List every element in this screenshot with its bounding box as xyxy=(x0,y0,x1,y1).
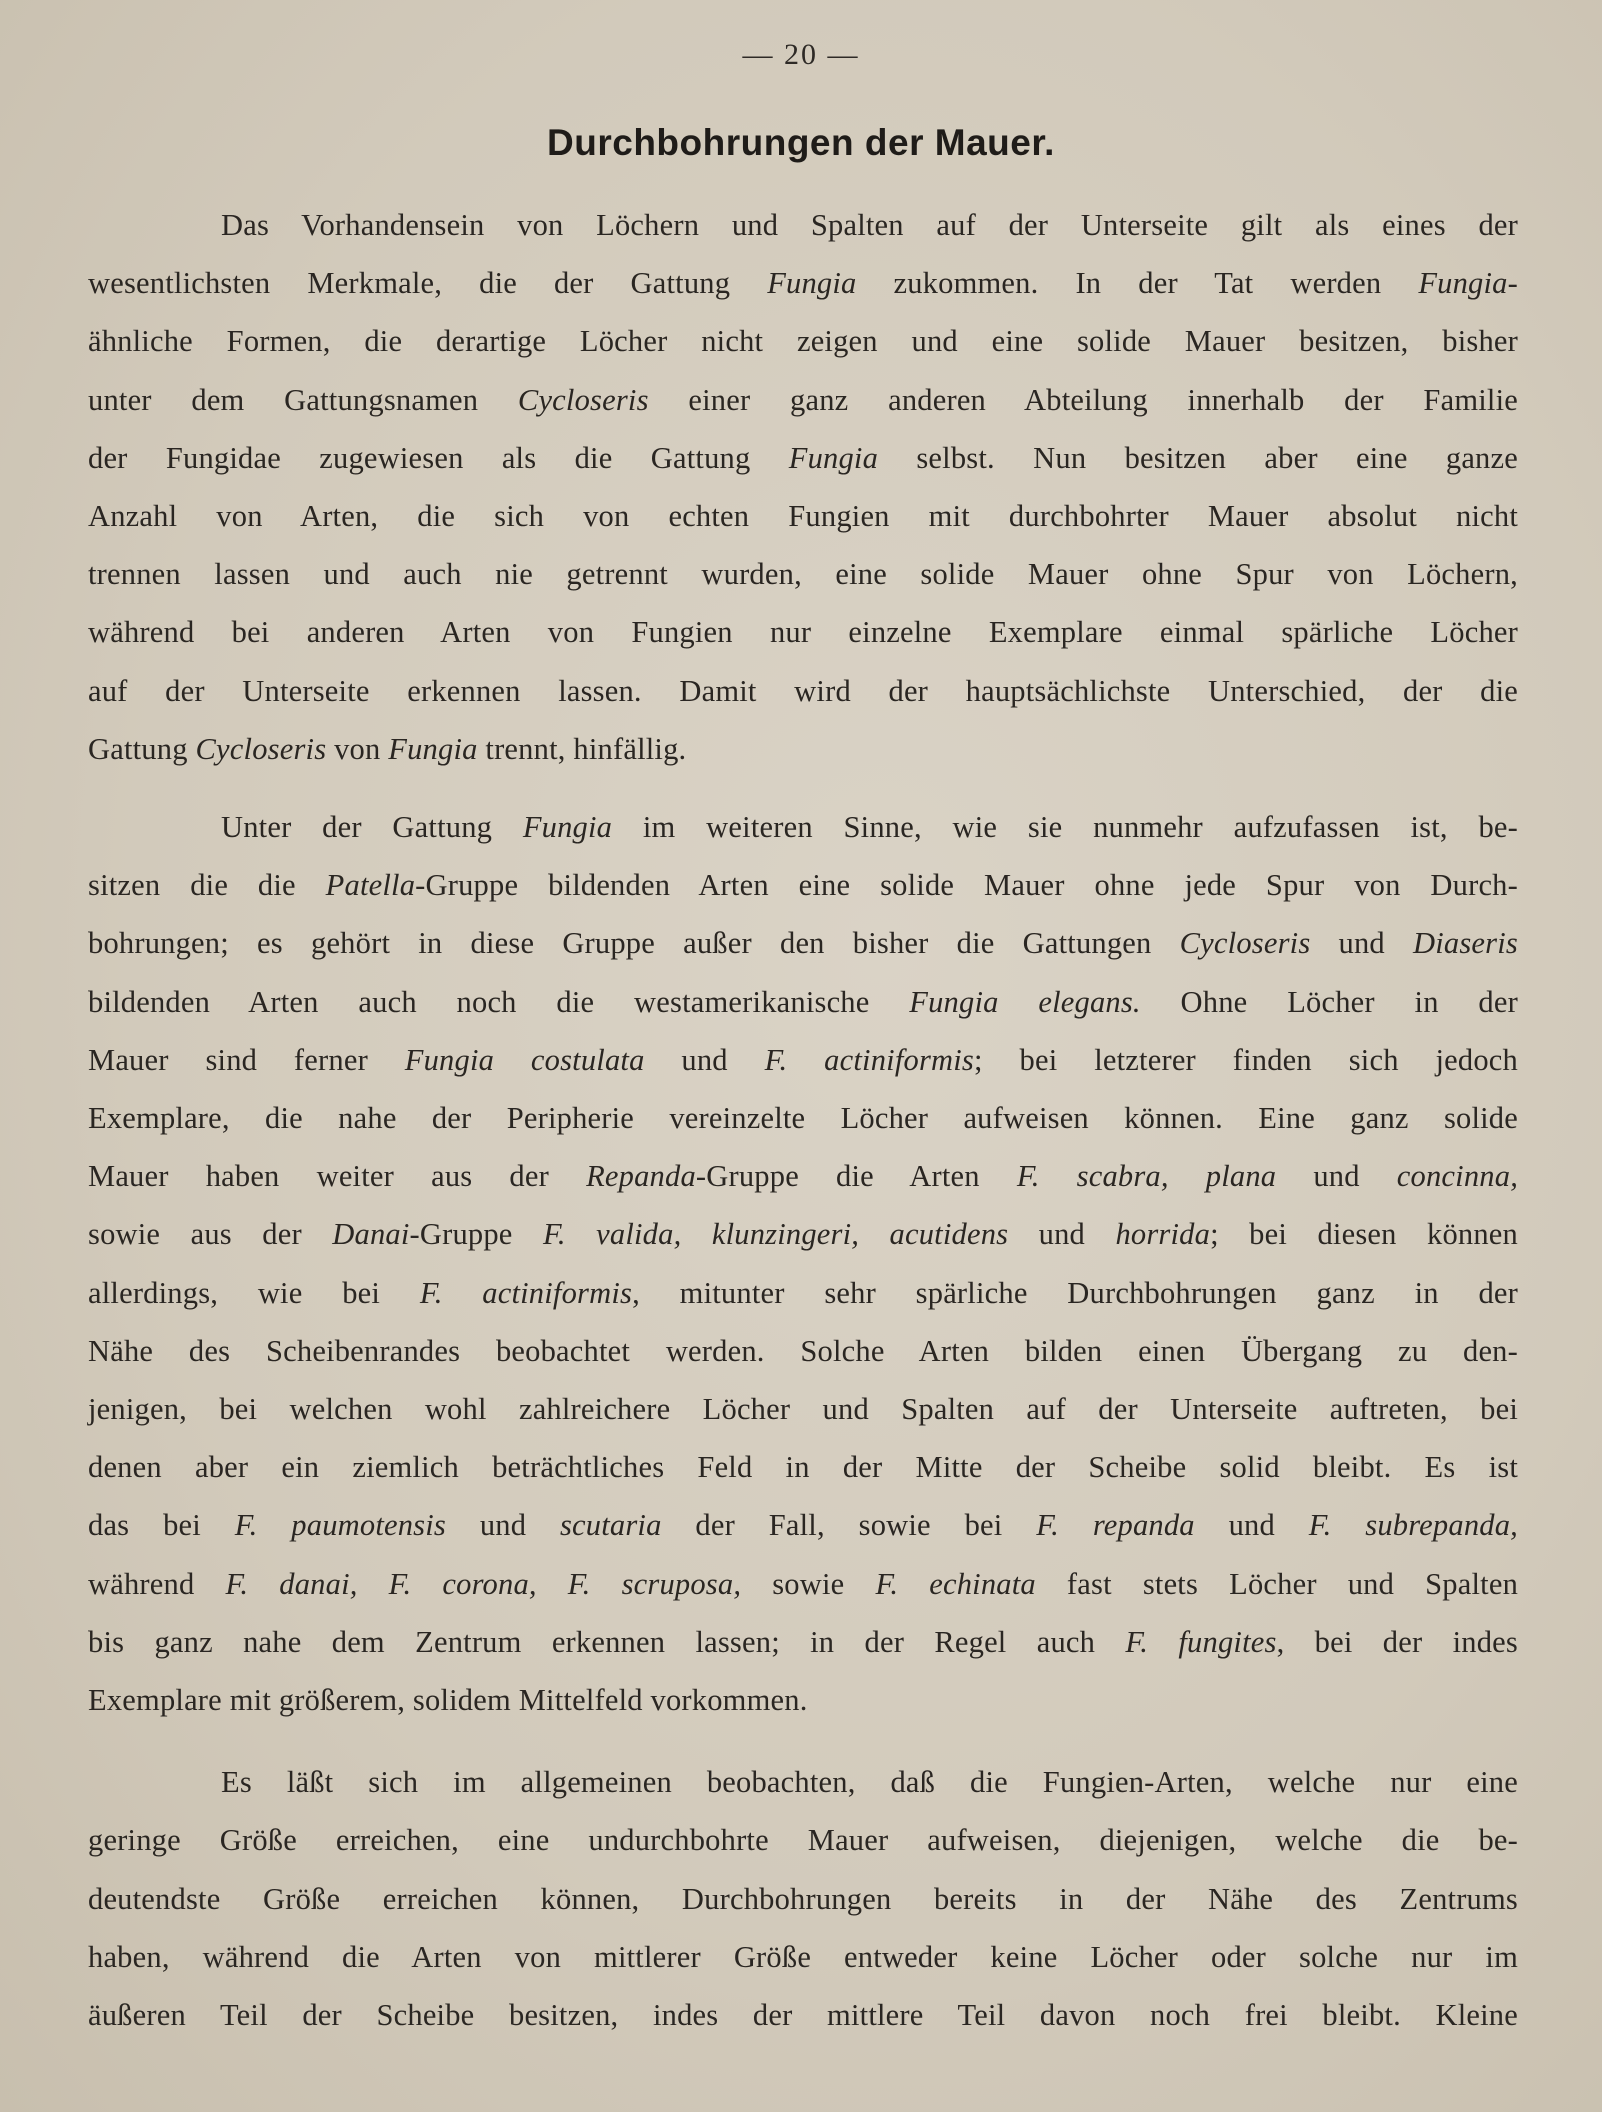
text-line xyxy=(88,1555,1518,1613)
italic-term: Cycloseris xyxy=(195,731,327,766)
text-run: und xyxy=(644,1042,765,1077)
italic-term: Patella xyxy=(325,868,416,903)
paragraph xyxy=(88,1753,1518,2044)
text-run: Nähe des Scheibenrandes beobachtet werden. Solche Arten bilden einen Übergang zu den- xyxy=(88,1333,1518,1368)
text-run: zukommen. In der Tat werden xyxy=(856,266,1419,301)
text-run: selbst. Nun besitzen aber eine ganze xyxy=(878,440,1518,475)
text-line xyxy=(88,798,1518,856)
italic-term: Fungia elegans. xyxy=(909,984,1141,1019)
text-run: ; bei diesen können xyxy=(1210,1217,1518,1252)
text-line xyxy=(88,1264,1518,1322)
text-run: trennen lassen und auch nie getrennt wurden, eine solide Mauer ohne Spur von Löchern, xyxy=(88,557,1518,592)
text-run: -Gruppe bildenden Arten eine solide Mauer ohne jede Spur von Durch- xyxy=(415,868,1518,903)
text-line xyxy=(88,973,1518,1031)
text-line xyxy=(88,1811,1518,1869)
text-run: unter dem Gattungsnamen xyxy=(88,382,518,417)
paragraph xyxy=(88,196,1518,778)
page-number: — 20 — xyxy=(742,38,860,71)
text-line xyxy=(88,545,1518,603)
italic-term: F. actiniformis xyxy=(764,1042,974,1077)
text-run: während bei anderen Arten von Fungien nur einzelne Exemplare einmal spärliche Löcher xyxy=(88,615,1518,650)
text-line xyxy=(88,254,1518,312)
text-line xyxy=(88,1438,1518,1496)
text-run: während xyxy=(88,1566,226,1601)
text-line xyxy=(88,856,1518,914)
text-line xyxy=(88,720,1518,778)
text-line xyxy=(88,1380,1518,1438)
text-run: ; bei letzterer finden sich jedoch xyxy=(974,1042,1518,1077)
italic-term: Fungia xyxy=(767,266,857,301)
text-line xyxy=(88,1147,1518,1205)
text-line xyxy=(88,1671,1518,1729)
text-line xyxy=(88,1928,1518,1986)
text-run: Mauer sind ferner xyxy=(88,1042,405,1077)
text-line xyxy=(88,196,1518,254)
text-run: jenigen, bei welchen wohl zahlreichere Löcher und Spalten auf der Unterseite auftreten, bei xyxy=(88,1392,1518,1427)
italic-term: Fungia xyxy=(388,731,478,766)
italic-term: Fungia- xyxy=(1418,266,1518,301)
text-line xyxy=(88,1870,1518,1928)
text-line xyxy=(88,1205,1518,1263)
text-line xyxy=(88,603,1518,661)
text-line xyxy=(88,429,1518,487)
text-run: deutendste Größe erreichen können, Durchbohrungen bereits in der Nähe des Zentrums xyxy=(88,1881,1518,1916)
italic-term: Fungia xyxy=(788,440,879,475)
text-run: der Fall, sowie bei xyxy=(661,1508,1037,1543)
italic-term: horrida xyxy=(1115,1217,1211,1252)
text-run: und xyxy=(446,1508,560,1543)
text-run: Unter der Gattung xyxy=(221,810,523,845)
text-run: Anzahl von Arten, die sich von echten Fungien mit durchbohrter Mauer absolut nicht xyxy=(88,499,1518,534)
italic-term: F. danai, F. corona, F. scruposa, xyxy=(225,1566,742,1601)
text-run: allerdings, wie bei xyxy=(88,1275,420,1310)
text-run: trennt, hinfällig. xyxy=(477,731,687,766)
text-run: fast stets Löcher und Spalten xyxy=(1035,1566,1519,1601)
text-run: Ohne Löcher in der xyxy=(1140,984,1518,1019)
italic-term: Cycloseris xyxy=(1179,926,1311,961)
text-run: von xyxy=(326,731,389,766)
text-line xyxy=(88,371,1518,429)
body-text xyxy=(88,196,1518,2044)
text-run: wesentlichsten Merkmale, die der Gattung xyxy=(88,266,768,301)
text-line xyxy=(88,1496,1518,1554)
text-run: sitzen die die xyxy=(88,868,326,903)
text-run: auf der Unterseite erkennen lassen. Damit wird der hauptsächlichste Unterschied, der die xyxy=(88,673,1518,708)
text-run: geringe Größe erreichen, eine undurchbohrte Mauer aufweisen, diejenigen, welche die be- xyxy=(88,1823,1518,1858)
text-run: und xyxy=(1310,926,1414,961)
italic-term: F. repanda xyxy=(1036,1508,1195,1543)
text-run: Exemplare, die nahe der Peripherie vereinzelte Löcher aufweisen können. Eine ganz solide xyxy=(88,1101,1518,1136)
text-run: der Fungidae zugewiesen als die Gattung xyxy=(88,440,789,475)
italic-term: Diaseris xyxy=(1413,926,1518,961)
italic-term: Cycloseris xyxy=(517,382,649,417)
text-run: Gattung xyxy=(88,731,196,766)
text-run: im weiteren Sinne, wie sie nunmehr aufzufassen ist, be- xyxy=(612,810,1519,845)
paragraph xyxy=(88,798,1518,1729)
text-run: und xyxy=(1276,1159,1397,1194)
text-run: denen aber ein ziemlich beträchtliches Feld in der Mitte der Scheibe solid bleibt. Es ist xyxy=(88,1450,1518,1485)
text-run: und xyxy=(1194,1508,1309,1543)
text-run: -Gruppe xyxy=(409,1217,543,1252)
italic-term: concinna, xyxy=(1396,1159,1519,1194)
text-run: bildenden Arten auch noch die westamerikanische xyxy=(88,984,910,1019)
text-run: sowie aus der xyxy=(88,1217,333,1252)
italic-term: Fungia xyxy=(522,810,613,845)
text-run: bis ganz nahe dem Zentrum erkennen lassen; in der Regel auch xyxy=(88,1624,1126,1659)
text-run: ähnliche Formen, die derartige Löcher nicht zeigen und eine solide Mauer besitzen, bisher xyxy=(88,324,1518,359)
text-run: sowie xyxy=(741,1566,876,1601)
text-run: äußeren Teil der Scheibe besitzen, indes der mittlere Teil davon noch frei bleibt. Kleine xyxy=(88,1998,1518,2033)
text-run: Mauer haben weiter aus der xyxy=(88,1159,587,1194)
text-run: und xyxy=(1008,1217,1116,1252)
text-run: -Gruppe die Arten xyxy=(695,1159,1017,1194)
italic-term: F. scabra, plana xyxy=(1016,1159,1277,1194)
italic-term: F. fungites xyxy=(1125,1624,1277,1659)
text-run: Es läßt sich im allgemeinen beobachten, daß die Fungien-Arten, welche nur eine xyxy=(221,1765,1518,1800)
text-line xyxy=(88,1031,1518,1089)
text-line xyxy=(88,1613,1518,1671)
text-run: bohrungen; es gehört in diese Gruppe außer den bisher die Gattungen xyxy=(88,926,1180,961)
text-line xyxy=(88,1753,1518,1811)
italic-term: F. actiniformis xyxy=(419,1275,633,1310)
text-line xyxy=(88,662,1518,720)
text-run: , mitunter sehr spärliche Durchbohrungen ganz in der xyxy=(632,1275,1519,1310)
italic-term: F. paumotensis xyxy=(234,1508,446,1543)
text-line xyxy=(88,914,1518,972)
text-run: Exemplare mit größerem, solidem Mittelfeld vorkommen. xyxy=(88,1683,808,1718)
italic-term: scutaria xyxy=(559,1508,662,1543)
italic-term: F. valida, klunzingeri, acutidens xyxy=(542,1217,1009,1252)
section-heading: Durchbohrungen der Mauer. xyxy=(547,122,1055,163)
italic-term: Danai xyxy=(332,1217,410,1252)
italic-term: F. echinata xyxy=(875,1566,1036,1601)
text-line xyxy=(88,487,1518,545)
text-line xyxy=(88,1986,1518,2044)
text-run: einer ganz anderen Abteilung innerhalb der Familie xyxy=(648,382,1518,417)
italic-term: F. subrepanda, xyxy=(1308,1508,1518,1543)
text-line xyxy=(88,1322,1518,1380)
text-run: Das Vorhandensein von Löchern und Spalten auf der Unterseite gilt als eines der xyxy=(221,208,1518,242)
text-run: , bei der indes xyxy=(1276,1624,1518,1659)
text-line xyxy=(88,1089,1518,1147)
text-line xyxy=(88,312,1518,370)
italic-term: Repanda xyxy=(586,1159,696,1194)
text-run: haben, während die Arten von mittlerer Größe entweder keine Löcher oder solche nur im xyxy=(88,1939,1518,1974)
text-run: das bei xyxy=(88,1508,235,1543)
italic-term: Fungia costulata xyxy=(404,1042,645,1077)
